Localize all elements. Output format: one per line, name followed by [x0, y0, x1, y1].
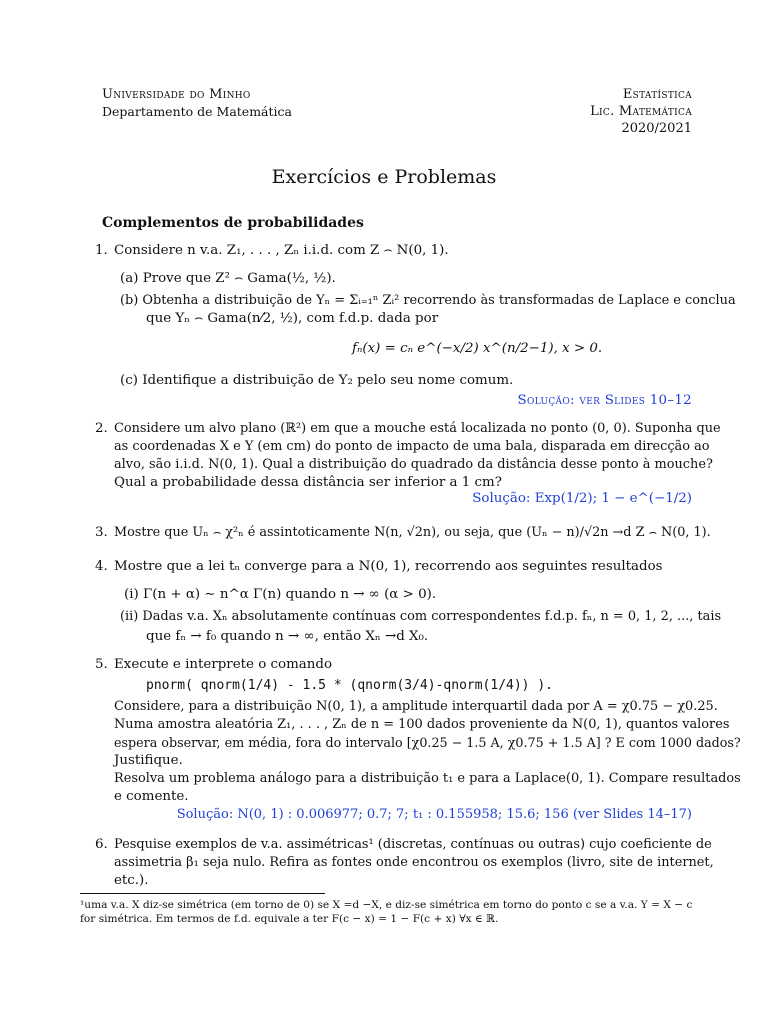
ex2-line2: as coordenadas X e Y (em cm) do ponto de impacto de uma bala, disparada em direcção ao [114, 439, 710, 454]
ex1-item-c: (c) Identifique a distribuição de Y₂ pelo seu nome comum. [120, 373, 514, 388]
ex6-line1: Pesquise exemplos de v.a. assimétricas¹ (discretas, contínuas ou outras) cujo coeficiente de [114, 837, 712, 852]
ex1-item-a: (a) Prove que Z² ⌢ Gama(½, ½). [120, 271, 336, 286]
ex3-text: Mostre que Uₙ ⌢ χ²ₙ é assintoticamente N(n, √2n), ou seja, que (Uₙ − n)/√2n →d Z ⌢ N(0, 1). [114, 525, 711, 540]
ex5-para1-line3: espera observar, em média, fora do intervalo [χ0.25 − 1.5 A, χ0.75 + 1.5 A] ? E com 1000 dados? [114, 735, 741, 750]
ex4-item-i: (i) Γ(n + α) ∼ n^α Γ(n) quando n → ∞ (α > 0). [124, 587, 437, 602]
ex6-line2: assimetria β₁ seja nulo. Refira as fontes onde encontrou os exemplos (livro, site de internet, [114, 855, 714, 870]
ex5-number: 5. [95, 657, 108, 672]
ex6-number: 6. [95, 837, 108, 852]
ex5-text: Execute e interprete o comando [114, 657, 333, 672]
ex3-number: 3. [95, 525, 108, 540]
ex4-text: Mostre que a lei tₙ converge para a N(0, 1), recorrendo aos seguintes resultados [114, 559, 663, 574]
ex2-solution: Solução: Exp(1/2); 1 − e^(−1/2) [472, 491, 692, 506]
program-name: Lic. Matemática [590, 104, 692, 119]
page-title: Exercícios e Problemas [271, 166, 497, 188]
ex1-text: Considere n v.a. Z₁, . . . , Zₙ i.i.d. com Z ⌢ N(0, 1). [114, 243, 449, 258]
ex4-item-ii-line2: que fₙ → f₀ quando n → ∞, então Xₙ →d X₀. [146, 629, 429, 644]
ex5-para2-line2: e comente. [114, 789, 189, 804]
ex1-formula: fₙ(x) = cₙ e^(−x/2) x^(n/2−1), x > 0. [352, 341, 603, 356]
university-name: Universidade do Minho [102, 87, 251, 102]
ex1-number: 1. [95, 243, 108, 258]
ex6-line3: etc.). [114, 873, 149, 888]
ex5-para1-line2: Numa amostra aleatória Z₁, . . . , Zₙ de n = 100 dados proveniente da N(0, 1), quantos valores [114, 717, 730, 732]
section-heading: Complementos de probabilidades [102, 215, 364, 231]
ex1-item-b-line2: que Yₙ ⌢ Gama(n⁄2, ½), com f.d.p. dada por [146, 311, 439, 326]
ex1-item-b-line1: (b) Obtenha a distribuição de Yₙ = Σᵢ₌₁ⁿ Zᵢ² recorrendo às transformadas de Laplace e conclua [120, 293, 736, 308]
ex2-line4: Qual a probabilidade dessa distância ser inferior a 1 cm? [114, 475, 502, 490]
ex4-item-ii-line1: (ii) Dadas v.a. Xₙ absolutamente contínuas com correspondentes f.d.p. fₙ, n = 0, 1, 2, ..., tais [120, 609, 722, 624]
ex1-solution: Solução: ver Slides 10–12 [517, 393, 692, 408]
footnote-line1: ¹uma v.a. X diz-se simétrica (em torno de 0) se X =d −X, e diz-se simétrica em torno do ponto c se a v.a. Y = X − c [80, 899, 693, 911]
academic-year: 2020/2021 [621, 121, 692, 136]
ex5-code: pnorm( qnorm(1/4) - 1.5 * (qnorm(3/4)-qnorm(1/4)) ). [146, 678, 553, 693]
course-name: Estatística [622, 87, 692, 102]
ex5-solution: Solução: N(0, 1) : 0.006977; 0.7; 7; t₁ : 0.155958; 15.6; 156 (ver Slides 14–17) [176, 807, 692, 822]
footnote-line2: for simétrica. Em termos de f.d. equivale a ter F(c − x) = 1 − F(c + x) ∀x ∈ ℝ. [80, 913, 499, 925]
ex4-number: 4. [95, 559, 108, 574]
department-name: Departamento de Matemática [102, 104, 292, 119]
ex5-para2-line1: Resolva um problema análogo para a distribuição t₁ e para a Laplace(0, 1). Compare resultados [114, 771, 741, 786]
ex5-para1-line1: Considere, para a distribuição N(0, 1), a amplitude interquartil dada por A = χ0.75 − χ0.25. [114, 699, 718, 714]
ex2-line1: Considere um alvo plano (ℝ²) em que a mouche está localizada no ponto (0, 0). Suponha que [114, 421, 721, 436]
footnote-rule [80, 893, 325, 894]
ex2-line3: alvo, são i.i.d. N(0, 1). Qual a distribuição do quadrado da distância desse ponto à mouche? [114, 457, 713, 472]
ex5-para1-line4: Justifique. [114, 753, 183, 768]
ex2-number: 2. [95, 421, 108, 436]
